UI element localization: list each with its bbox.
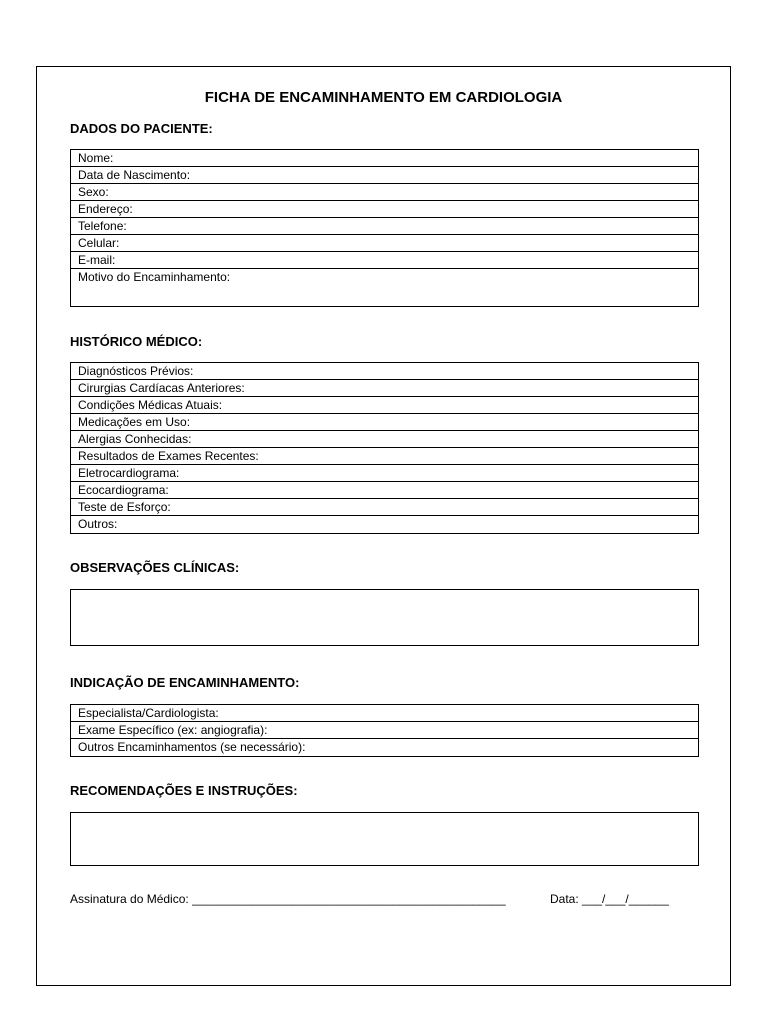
field-resultados-exames[interactable]: Resultados de Exames Recentes: [71,448,698,465]
field-celular[interactable]: Celular: [71,235,698,252]
field-outros-encaminhamentos[interactable]: Outros Encaminhamentos (se necessário): [78,740,306,754]
field-nome[interactable]: Nome: [71,150,698,167]
medical-history-table [70,362,699,534]
field-sexo[interactable]: Sexo: [71,184,698,201]
field-eletrocardiograma[interactable]: Eletrocardiograma: [71,465,698,482]
field-teste-esforco[interactable]: Teste de Esforço: [71,499,698,516]
doctor-signature-line[interactable]: Assinatura do Médico: _______________________________________________ [70,892,506,906]
field-alergias[interactable]: Alergias Conhecidas: [71,431,698,448]
field-condicoes-medicas[interactable]: Condições Médicas Atuais: [71,397,698,414]
date-field[interactable]: Data: ___/___/______ [550,892,669,906]
field-endereco[interactable]: Endereço: [71,201,698,218]
field-medicacoes[interactable]: Medicações em Uso: [71,414,698,431]
field-ecocardiograma[interactable]: Ecocardiograma: [71,482,698,499]
field-exame-especifico[interactable]: Exame Específico (ex: angiografia): [71,722,698,739]
recommendations-textbox[interactable] [70,812,699,866]
observations-textbox[interactable] [70,589,699,646]
field-cirurgias-cardiacas[interactable]: Cirurgias Cardíacas Anteriores: [71,380,698,397]
field-outros[interactable]: Outros: [78,517,118,531]
observations-section-heading: OBSERVAÇÕES CLÍNICAS: [70,560,240,575]
field-telefone[interactable]: Telefone: [71,218,698,235]
history-section-heading: HISTÓRICO MÉDICO: [70,334,203,349]
field-motivo-encaminhamento[interactable]: Motivo do Encaminhamento: [78,270,231,284]
field-especialista[interactable]: Especialista/Cardiologista: [71,705,698,722]
field-data-nascimento[interactable]: Data de Nascimento: [71,167,698,184]
patient-section-heading: DADOS DO PACIENTE: [70,121,213,136]
field-email[interactable]: E-mail: [71,252,698,269]
form-title: FICHA DE ENCAMINHAMENTO EM CARDIOLOGIA [204,89,563,106]
referral-table [70,704,699,757]
referral-section-heading: INDICAÇÃO DE ENCAMINHAMENTO: [70,675,300,690]
recommendations-section-heading: RECOMENDAÇÕES E INSTRUÇÕES: [70,783,298,798]
field-diagnosticos-previos[interactable]: Diagnósticos Prévios: [71,363,698,380]
form-page [36,66,731,986]
patient-data-table [70,149,699,307]
